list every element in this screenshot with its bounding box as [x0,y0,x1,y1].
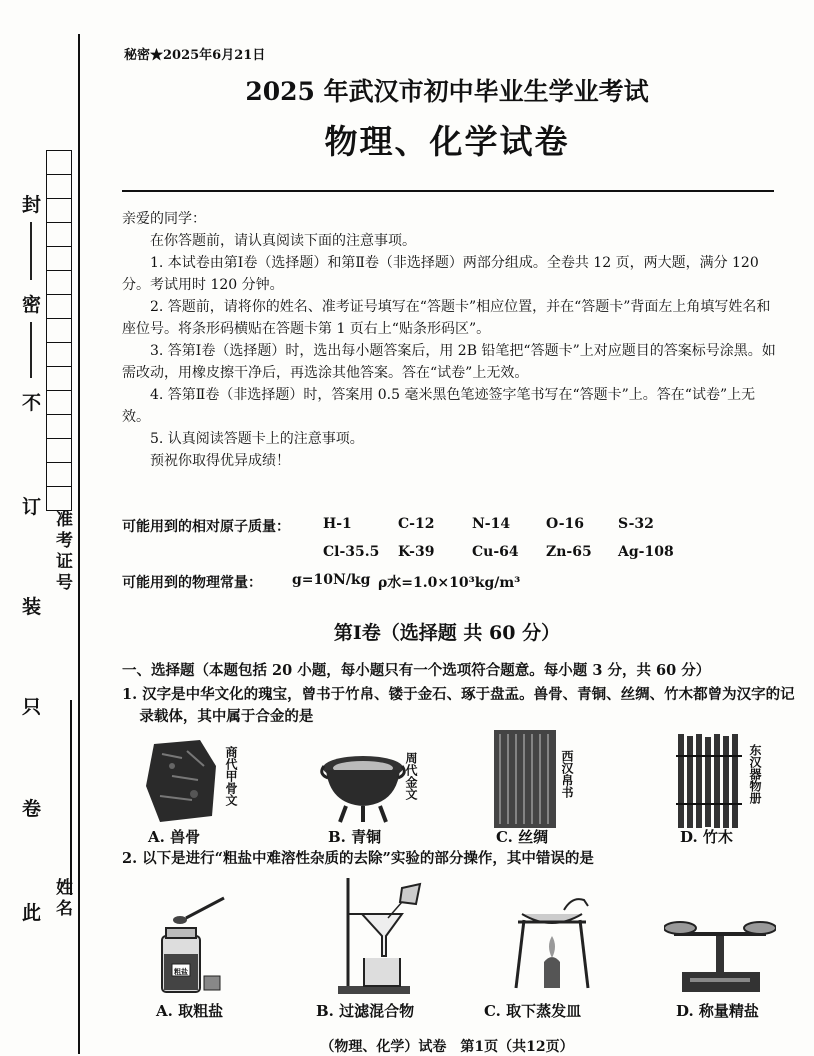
seal-dash [30,322,32,378]
notice-block [122,208,782,472]
option[interactable]: D. 竹木 [680,828,733,846]
image-label: 东汉器物册 [748,744,762,804]
atomic-mass: C-12 [398,516,435,532]
atomic-mass: Cl-35.5 [323,544,380,560]
seal-char: 封 [22,194,42,216]
silk-manuscript-image [494,730,556,828]
atomic-mass: K-39 [398,544,435,560]
exam-title: 2025 年武汉市初中毕业生学业考试 [245,77,649,106]
atomic-mass: N-14 [472,516,511,532]
seal-char: 订 [22,496,42,518]
seal-char: 只 [22,696,42,718]
option[interactable]: D. 称量精盐 [676,1002,759,1020]
jar-label: 粗盐 [174,967,188,976]
filtration-image [336,874,426,998]
bamboo-slips-image [676,734,742,828]
notice-intro: 在你答题前，请认真阅读下面的注意事项。 [150,233,416,249]
exam-subtitle: 物理、化学试卷 [324,122,570,161]
evaporating-dish-image [512,892,596,996]
name-label: 姓名 [52,878,72,920]
notice-wish: 预祝你取得优异成绩！ [150,453,290,469]
atomic-mass: Ag-108 [618,544,674,560]
oracle-bone-image [142,736,222,826]
atomic-mass: Zn-65 [546,544,592,560]
ticket-number-label: 准考证号 [52,510,72,594]
seal-char: 装 [22,596,42,618]
ticket-number-boxes[interactable] [46,150,72,511]
option[interactable]: C. 取下蒸发皿 [484,1002,582,1020]
option[interactable]: B. 青铜 [328,828,382,846]
image-label: 商代甲骨文 [224,746,238,806]
notice-item: 1. 本试卷由第Ⅰ卷（选择题）和第Ⅱ卷（非选择题）两部分组成。全卷共 12 页，两大题，满分 120 分。考试用时 120 分钟。 [122,255,759,293]
seal-char: 不 [22,392,42,414]
secret-label: 秘密★2025年6月21日 [124,48,266,63]
page-footer: （物理、化学）试卷 第1页（共12页） [320,1039,574,1055]
physics-constants-label: 可能用到的物理常量： [122,575,262,591]
option[interactable]: B. 过滤混合物 [316,1002,415,1020]
atomic-mass: H-1 [323,516,352,532]
notice-item: 4. 答第Ⅱ卷（非选择题）时，答案用 0.5 毫米黑色笔迹签字笔书写在“答题卡”上。答在“试卷”上无效。 [122,387,756,425]
balance-scale-image [664,900,776,1000]
seal-char: 密 [22,294,42,316]
name-line[interactable] [70,700,72,895]
take-salt-image [152,892,238,996]
atomic-mass: Cu-64 [472,544,519,560]
header-rule [122,190,774,192]
option[interactable]: C. 丝绸 [496,828,549,846]
option[interactable]: A. 取粗盐 [156,1002,224,1020]
option[interactable]: A. 兽骨 [148,828,201,846]
atomic-mass-label: 可能用到的相对原子质量： [122,519,290,535]
atomic-mass: S-32 [618,516,654,532]
atomic-mass: O-16 [546,516,585,532]
bronze-vessel-image [318,744,408,824]
notice-item: 3. 答第Ⅰ卷（选择题）时，选出每小题答案后，用 2B 铅笔把“答题卡”上对应题目的答案标号涂黑。如需改动，用橡皮擦干净后，再选涂其他答案。答在“试卷”上无效。 [122,343,776,381]
section-instruction: 一、选择题（本题包括 20 小题，每小题只有一个选项符合题意。每小题 3 分，共 60 分） [122,662,711,679]
notice-item: 2. 答题前，请将你的姓名、准考证号填写在“答题卡”相应位置，并在“答题卡”背面左上角填写姓名和座位号。将条形码横贴在答题卡第 1 页右上“贴条形码区”。 [122,299,771,337]
question-1-text: 1. 汉字是中华文化的瑰宝，曾书于竹帛、镂于金石、琢于盘盂。兽骨、青铜、丝绸、竹木都曾为汉字的记录载体，其中属于合金的是 [122,686,795,725]
greeting: 亲爱的同学： [122,211,206,227]
seal-char: 此 [22,902,42,924]
gravity-constant: g=10N/kg [292,572,371,588]
image-label: 西汉帛书 [560,750,574,798]
image-label: 周代金文 [404,752,418,800]
section-title: 第Ⅰ卷（选择题 共 60 分） [333,622,561,644]
binding-line [78,34,80,1054]
seal-dash [30,222,32,280]
notice-item: 5. 认真阅读答题卡上的注意事项。 [150,431,364,447]
seal-char: 卷 [22,798,42,820]
question-2-text: 2. 以下是进行“粗盐中难溶性杂质的去除”实验的部分操作，其中错误的是 [122,850,594,867]
water-density-constant: ρ水=1.0×10³kg/m³ [378,575,521,591]
